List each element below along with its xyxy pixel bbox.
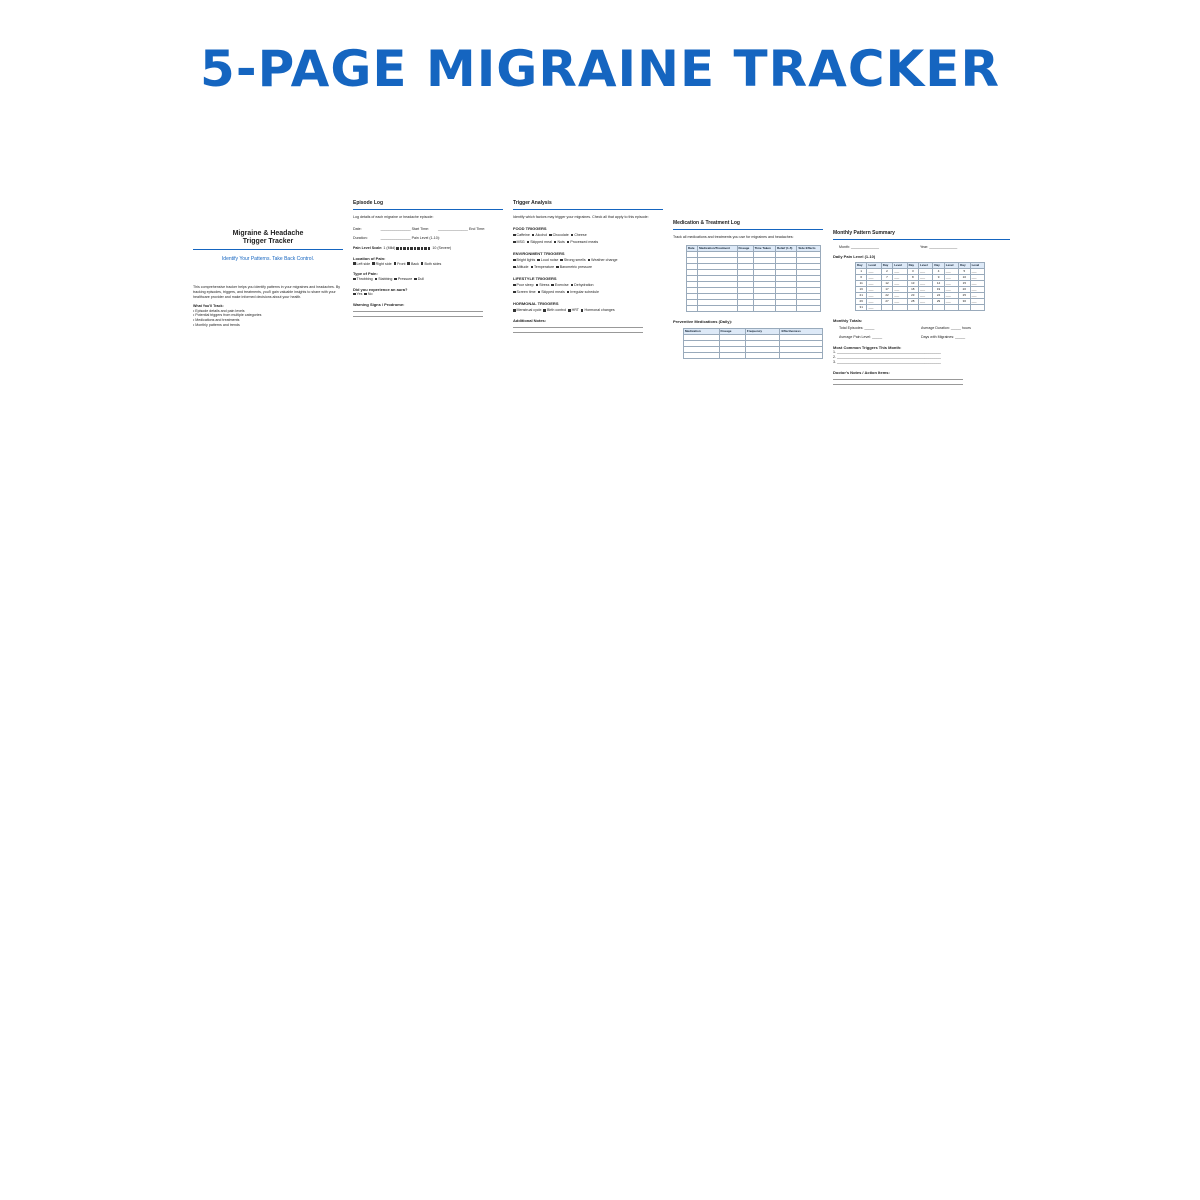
checkbox-label: Strong smells (563, 258, 586, 263)
checkbox-icon (414, 278, 417, 281)
checkbox-label: Throbbing (356, 276, 373, 281)
month-label: Month: (839, 244, 850, 249)
trigger-group-heading: HORMONAL TRIGGERS (513, 300, 559, 306)
table-cell (698, 305, 737, 311)
checkbox-label: Altitude (516, 264, 529, 269)
checkbox-label: Nuts (557, 239, 565, 244)
divider (673, 229, 823, 230)
checkbox-icon (571, 284, 574, 287)
checkbox-label: Barometric pressure (559, 264, 593, 269)
level-cell: ___ (970, 286, 984, 292)
level-cell: ___ (893, 274, 907, 280)
level-cell: ___ (893, 292, 907, 298)
checkbox-option (549, 233, 569, 237)
pain-level-label: Pain Level (1-10): (411, 236, 440, 241)
day-cell: 29 (933, 298, 944, 304)
day-cell: 9 (933, 274, 944, 280)
day-header: Day (881, 262, 892, 268)
level-cell: ___ (970, 280, 984, 286)
table-cell (745, 352, 780, 358)
day-cell: 25 (959, 292, 970, 298)
checkbox-label: No (367, 291, 373, 296)
checkbox-option (543, 308, 566, 312)
checkbox-icon (364, 293, 367, 296)
column-header: Date (687, 245, 698, 251)
level-cell: ___ (970, 274, 984, 280)
day-cell: 22 (881, 292, 892, 298)
day-cell: 7 (881, 274, 892, 280)
checkbox-option (364, 292, 372, 296)
divider (193, 249, 343, 250)
checkbox-label: HRT (571, 308, 579, 313)
medication-heading: Medication & Treatment Log (673, 220, 740, 226)
checkbox-label: Weather change (591, 258, 618, 263)
checkbox-label: MSG (516, 239, 525, 244)
table-cell (780, 352, 823, 358)
day-cell: 10 (959, 274, 970, 280)
table-row (687, 305, 821, 311)
scale-box-icon (417, 247, 420, 250)
checkbox-label: Back (410, 261, 419, 266)
checkbox-icon (560, 259, 563, 262)
type-options (353, 277, 503, 282)
common-heading: Most Common Triggers This Month: (833, 345, 902, 351)
medication-intro: Track all medications and treatments you use for migraines and headaches: (673, 234, 794, 239)
table-cell (719, 352, 745, 358)
checkbox-label: Irregular schedule (570, 289, 600, 294)
checkbox-icon (532, 234, 535, 237)
summary-heading: Monthly Pattern Summary (833, 230, 895, 236)
checkbox-option (536, 283, 550, 287)
checkbox-option (527, 240, 552, 244)
checkbox-label: Cheese (574, 232, 587, 237)
day-cell: 27 (881, 298, 892, 304)
table-row (856, 304, 985, 310)
trigger-group-heading: ENVIRONMENT TRIGGERS (513, 250, 565, 256)
checkbox-label: Front (397, 261, 406, 266)
pain-scale-boxes (396, 246, 431, 250)
avg-pain: Average Pain Level: _____ (839, 335, 883, 340)
checkbox-option (407, 262, 419, 266)
checkbox-option (551, 283, 568, 287)
day-cell: 6 (856, 274, 867, 280)
checkbox-label: Left side (356, 261, 371, 266)
day-cell: 26 (856, 298, 867, 304)
medication-table (686, 245, 821, 312)
avg-duration: Average Duration: _____ hours (921, 326, 971, 331)
column-header: Side Effects (797, 245, 821, 251)
checkbox-icon (353, 278, 356, 281)
checkbox-option (513, 283, 534, 287)
checkbox-icon (568, 309, 571, 312)
column-header: Dosage (737, 245, 753, 251)
day-cell: 2 (881, 268, 892, 274)
checkbox-label: Hormonal changes (584, 308, 615, 313)
checkbox-label: Screen time (516, 289, 536, 294)
table-cell (797, 305, 821, 311)
checkbox-icon (536, 284, 539, 287)
checkbox-option (414, 277, 424, 281)
column-header: Medication (684, 328, 720, 334)
level-cell: ___ (867, 292, 881, 298)
days-migraine: Days with Migraines: _____ (921, 335, 966, 340)
trigger-row (513, 265, 663, 270)
checkbox-option (571, 233, 587, 237)
track-item: • Episode details and pain levels (193, 308, 245, 313)
trigger-intro: Identify which factors may trigger your migraines. Check all that apply to this episode: (513, 214, 649, 219)
checkbox-icon (513, 259, 516, 262)
level-cell: ___ (867, 274, 881, 280)
checkbox-option (513, 240, 525, 244)
level-cell: ___ (867, 280, 881, 286)
checkbox-label: Right side (375, 261, 392, 266)
table-cell (753, 305, 775, 311)
day-cell: 8 (907, 274, 918, 280)
day-cell (907, 304, 918, 310)
checkbox-option (394, 277, 412, 281)
checkbox-option (513, 233, 530, 237)
checkbox-icon (394, 278, 397, 281)
checkbox-option (560, 258, 585, 262)
divider (513, 209, 663, 210)
checkbox-icon (513, 309, 516, 312)
checkbox-option (532, 233, 547, 237)
day-cell: 18 (907, 286, 918, 292)
level-cell: ___ (919, 298, 933, 304)
level-cell: ___ (944, 280, 958, 286)
column-header: Relief (1-5) (776, 245, 797, 251)
checkbox-icon (543, 309, 546, 312)
checkbox-option (513, 265, 529, 269)
table-cell (684, 352, 720, 358)
checkbox-icon (513, 234, 516, 237)
checkbox-icon (513, 291, 516, 294)
day-cell: 4 (933, 268, 944, 274)
checkbox-option (372, 262, 391, 266)
level-cell: ___ (944, 298, 958, 304)
column-header: Dosage (719, 328, 745, 334)
trigger-heading: Trigger Analysis (513, 200, 552, 206)
episode-page: Episode Log Log details of each migraine or headache episode: Date: _______________ Start Time: _______________ End Time: Duration: _______________ Pain Level (1-10): Pain Level Scale: 1 (Mild) 10 (Severe) Location of Pain: Left side Right side Front Back Both sides Type of Pain: Throbbing Stabbing Pressure Dull Did you experience an aura? Yes No Warning Signs / Prodrome: (353, 200, 503, 410)
day-cell (933, 304, 944, 310)
track-item: • Medications and treatments (193, 318, 240, 323)
scale-box-icon (403, 247, 406, 250)
checkbox-option (513, 308, 541, 312)
checkbox-icon (394, 262, 397, 265)
level-cell: ___ (970, 298, 984, 304)
scale-box-icon (410, 247, 413, 250)
checkbox-icon (531, 266, 534, 269)
checkbox-label: Both sides (424, 261, 442, 266)
day-header: Day (907, 262, 918, 268)
scale-box-icon (396, 247, 399, 250)
checkbox-icon (527, 241, 530, 244)
checkbox-option (394, 262, 406, 266)
column-header: Time Taken (753, 245, 775, 251)
level-cell: ___ (867, 298, 881, 304)
day-cell: 3 (907, 268, 918, 274)
column-header: Frequency (745, 328, 780, 334)
level-cell (944, 304, 958, 310)
day-cell: 11 (856, 280, 867, 286)
level-cell (893, 304, 907, 310)
level-header: Level (867, 262, 881, 268)
aura-options (353, 292, 503, 297)
level-cell: ___ (919, 292, 933, 298)
day-cell: 21 (856, 292, 867, 298)
summary-page: Monthly Pattern Summary Month: ______________ Year: ______________ Daily Pain Level (1-10) Day Level Day Level Day Level Day Level Day Level 1 ___ 2 ___ 3 ___ 4 ___ 5 ___ 6 ___ 7 ___ 8 ___ 9 ___ 10 ___ 11 ___ 12 ___ 13 ___ 14 ___ 15 ___ 16 ___ 17 ___ 18 ___ 19 ___ 20 ___ 21 ___ 22 ___ 23 ___ 24 ___ 25 ___ 26 ___ 27 ___ 28 ___ 29 ___ 30 ___ 31 ___ Monthly Totals: Total Episodes: _____ Average Duration: _____ hours Average Pain Level: _____ Days with Migraines: _____ Most Common Triggers This Month: 1. ____________________________________________________ 2. ____________________________________________________ 3. ____________________________________________________ Doctor's Notes / Action Items: (833, 200, 1013, 410)
table-row (684, 352, 823, 358)
aura-heading: Did you experience an aura? (353, 286, 408, 292)
total-episodes: Total Episodes: _____ (839, 326, 875, 331)
level-cell: ___ (867, 286, 881, 292)
warning-heading: Warning Signs / Prodrome: (353, 301, 405, 307)
level-cell: ___ (919, 286, 933, 292)
level-header: Level (919, 262, 933, 268)
checkbox-option (571, 283, 594, 287)
preventive-table (683, 328, 823, 359)
checkbox-label: Bright lights (516, 258, 536, 263)
start-label: Start Time: (411, 226, 429, 231)
cover-page (193, 200, 343, 410)
checkbox-option (421, 262, 441, 266)
day-cell: 31 (856, 304, 867, 310)
checkbox-icon (537, 259, 540, 262)
level-cell: ___ (944, 286, 958, 292)
checkbox-label: Stabbing (378, 276, 393, 281)
doctor-heading: Doctor's Notes / Action Items: (833, 369, 890, 375)
checkbox-label: Menstrual cycle (516, 308, 542, 313)
trigger-row (513, 240, 663, 245)
day-cell: 5 (959, 268, 970, 274)
checkbox-icon (538, 291, 541, 294)
day-header: Day (933, 262, 944, 268)
level-cell: ___ (919, 268, 933, 274)
level-header: Level (893, 262, 907, 268)
checkbox-icon (513, 284, 516, 287)
day-cell: 28 (907, 298, 918, 304)
checkbox-option (353, 277, 373, 281)
column-header: Medication/Treatment (698, 245, 737, 251)
checkbox-icon (567, 291, 570, 294)
checkbox-label: Dehydration (574, 283, 594, 288)
trigger-row (513, 233, 663, 238)
checkbox-icon (407, 262, 410, 265)
cover-tagline: Identify Your Patterns. Take Back Control. (221, 256, 315, 263)
checkbox-option (353, 292, 362, 296)
day-cell (959, 304, 970, 310)
scale-box-icon (424, 247, 427, 250)
track-item: • Potential triggers from multiple categories (193, 313, 262, 318)
totals-heading: Monthly Totals: (833, 317, 863, 323)
checkbox-icon (556, 266, 559, 269)
daily-heading: Daily Pain Level (1-10) (833, 253, 876, 259)
day-cell: 23 (907, 292, 918, 298)
checkbox-label: Dull (417, 276, 424, 281)
checkbox-option (567, 290, 599, 294)
common-trigger-item: 1. ____________________________________________________ (833, 350, 941, 355)
checkbox-label: Pressure (397, 276, 413, 281)
day-cell: 17 (881, 286, 892, 292)
cover-intro: This comprehensive tracker helps you identify patterns in your migraines and headaches. By tracking episodes, triggers, and treatments, you'll gain valuable insights to share with your healthcare provider and make informed decisions about your health. (193, 285, 341, 299)
table-cell (737, 305, 753, 311)
level-cell: ___ (944, 292, 958, 298)
checkbox-option (531, 265, 555, 269)
trigger-group-heading: FOOD TRIGGERS (513, 225, 547, 231)
day-cell: 12 (881, 280, 892, 286)
location-options (353, 262, 503, 267)
daily-pain-table (855, 262, 985, 311)
checkbox-option (538, 290, 565, 294)
page-title: 5-PAGE MIGRAINE TRACKER (200, 40, 1000, 98)
checkbox-label: Poor sleep (516, 283, 534, 288)
level-cell: ___ (919, 280, 933, 286)
trigger-row (513, 308, 663, 313)
track-list (193, 309, 343, 328)
checkbox-icon (372, 262, 375, 265)
trigger-page (513, 200, 663, 410)
trigger-group-heading: LIFESTYLE TRIGGERS (513, 275, 557, 281)
scale-box-icon (421, 247, 424, 250)
checkbox-option (513, 290, 536, 294)
checkbox-icon (551, 284, 554, 287)
level-cell: ___ (944, 274, 958, 280)
track-item: • Monthly patterns and trends (193, 323, 240, 328)
common-trigger-item: 3. ____________________________________________________ (833, 360, 941, 365)
level-cell (970, 304, 984, 310)
checkbox-label: Skipped meal (530, 239, 552, 244)
level-cell: ___ (970, 268, 984, 274)
checkbox-icon (353, 293, 356, 296)
notes-heading: Additional Notes: (513, 318, 547, 324)
checkbox-option (588, 258, 618, 262)
level-header: Level (970, 262, 984, 268)
episode-intro: Log details of each migraine or headache episode: (353, 214, 434, 219)
day-cell: 13 (907, 280, 918, 286)
level-cell: ___ (867, 268, 881, 274)
checkbox-option (581, 308, 615, 312)
checkbox-icon (353, 262, 356, 265)
medication-page (673, 200, 823, 410)
end-label: End Time: (468, 226, 486, 231)
day-cell: 30 (959, 298, 970, 304)
checkbox-label: Exercise (554, 283, 569, 288)
checkbox-label: Processed meats (570, 239, 599, 244)
checkbox-option (556, 265, 592, 269)
checkbox-icon (513, 241, 516, 244)
episode-heading: Episode Log (353, 200, 383, 206)
checkbox-icon (375, 278, 378, 281)
day-cell: 1 (856, 268, 867, 274)
checkbox-icon (571, 234, 574, 237)
level-cell: ___ (893, 298, 907, 304)
level-header: Level (944, 262, 958, 268)
checkbox-option (567, 240, 598, 244)
trigger-row (513, 258, 663, 263)
checkbox-label: Stress (539, 283, 550, 288)
day-cell: 19 (933, 286, 944, 292)
checkbox-option (554, 240, 565, 244)
column-header: Effectiveness (780, 328, 823, 334)
level-cell: ___ (893, 280, 907, 286)
duration-label: Duration: (353, 236, 368, 241)
common-triggers-list (833, 350, 1013, 365)
trigger-row (513, 290, 663, 295)
checkbox-label: Loud noise (540, 258, 559, 263)
day-header: Day (856, 262, 867, 268)
checkbox-icon (513, 266, 516, 269)
common-trigger-item: 2. ____________________________________________________ (833, 355, 941, 360)
scale-box-icon (400, 247, 403, 250)
scale-box-icon (414, 247, 417, 250)
checkbox-icon (567, 241, 570, 244)
day-cell: 20 (959, 286, 970, 292)
preventive-heading: Preventive Medications (Daily): (673, 318, 733, 324)
checkbox-label: Caffeine (516, 232, 530, 237)
day-cell: 24 (933, 292, 944, 298)
divider (353, 209, 503, 210)
divider (833, 239, 1010, 240)
year-label: Year: (919, 244, 929, 249)
table-cell (776, 305, 797, 311)
level-cell: ___ (867, 304, 881, 310)
level-cell: ___ (893, 268, 907, 274)
day-header: Day (959, 262, 970, 268)
checkbox-option (375, 277, 393, 281)
day-cell: 14 (933, 280, 944, 286)
location-heading: Location of Pain: (353, 256, 386, 262)
level-cell: ___ (970, 292, 984, 298)
level-cell: ___ (919, 274, 933, 280)
trigger-row (513, 283, 663, 288)
level-cell: ___ (893, 286, 907, 292)
cover-title: Migraine & Headache Trigger Tracker (232, 230, 304, 245)
checkbox-label: Skipped meals (541, 289, 565, 294)
checkbox-icon (588, 259, 591, 262)
day-cell: 16 (856, 286, 867, 292)
day-cell: 15 (959, 280, 970, 286)
scale-box-icon (428, 247, 431, 250)
level-cell (919, 304, 933, 310)
checkbox-label: Birth control (546, 308, 567, 313)
checkbox-label: Temperature (534, 264, 555, 269)
checkbox-label: Chocolate (552, 232, 569, 237)
table-cell (687, 305, 698, 311)
date-label: Date: (353, 226, 362, 231)
checkbox-label: Yes (356, 291, 363, 296)
checkbox-option (353, 262, 370, 266)
checkbox-option (537, 258, 558, 262)
checkbox-option (568, 308, 579, 312)
day-cell (881, 304, 892, 310)
track-heading: What You'll Track: (193, 303, 224, 308)
checkbox-option (513, 258, 535, 262)
trigger-groups (513, 226, 663, 313)
pain-scale-label: Pain Level Scale: (353, 246, 383, 251)
checkbox-label: Alcohol (535, 232, 548, 237)
checkbox-icon (549, 234, 552, 237)
type-heading: Type of Pain: (353, 271, 378, 277)
level-cell: ___ (944, 268, 958, 274)
scale-box-icon (407, 247, 410, 250)
